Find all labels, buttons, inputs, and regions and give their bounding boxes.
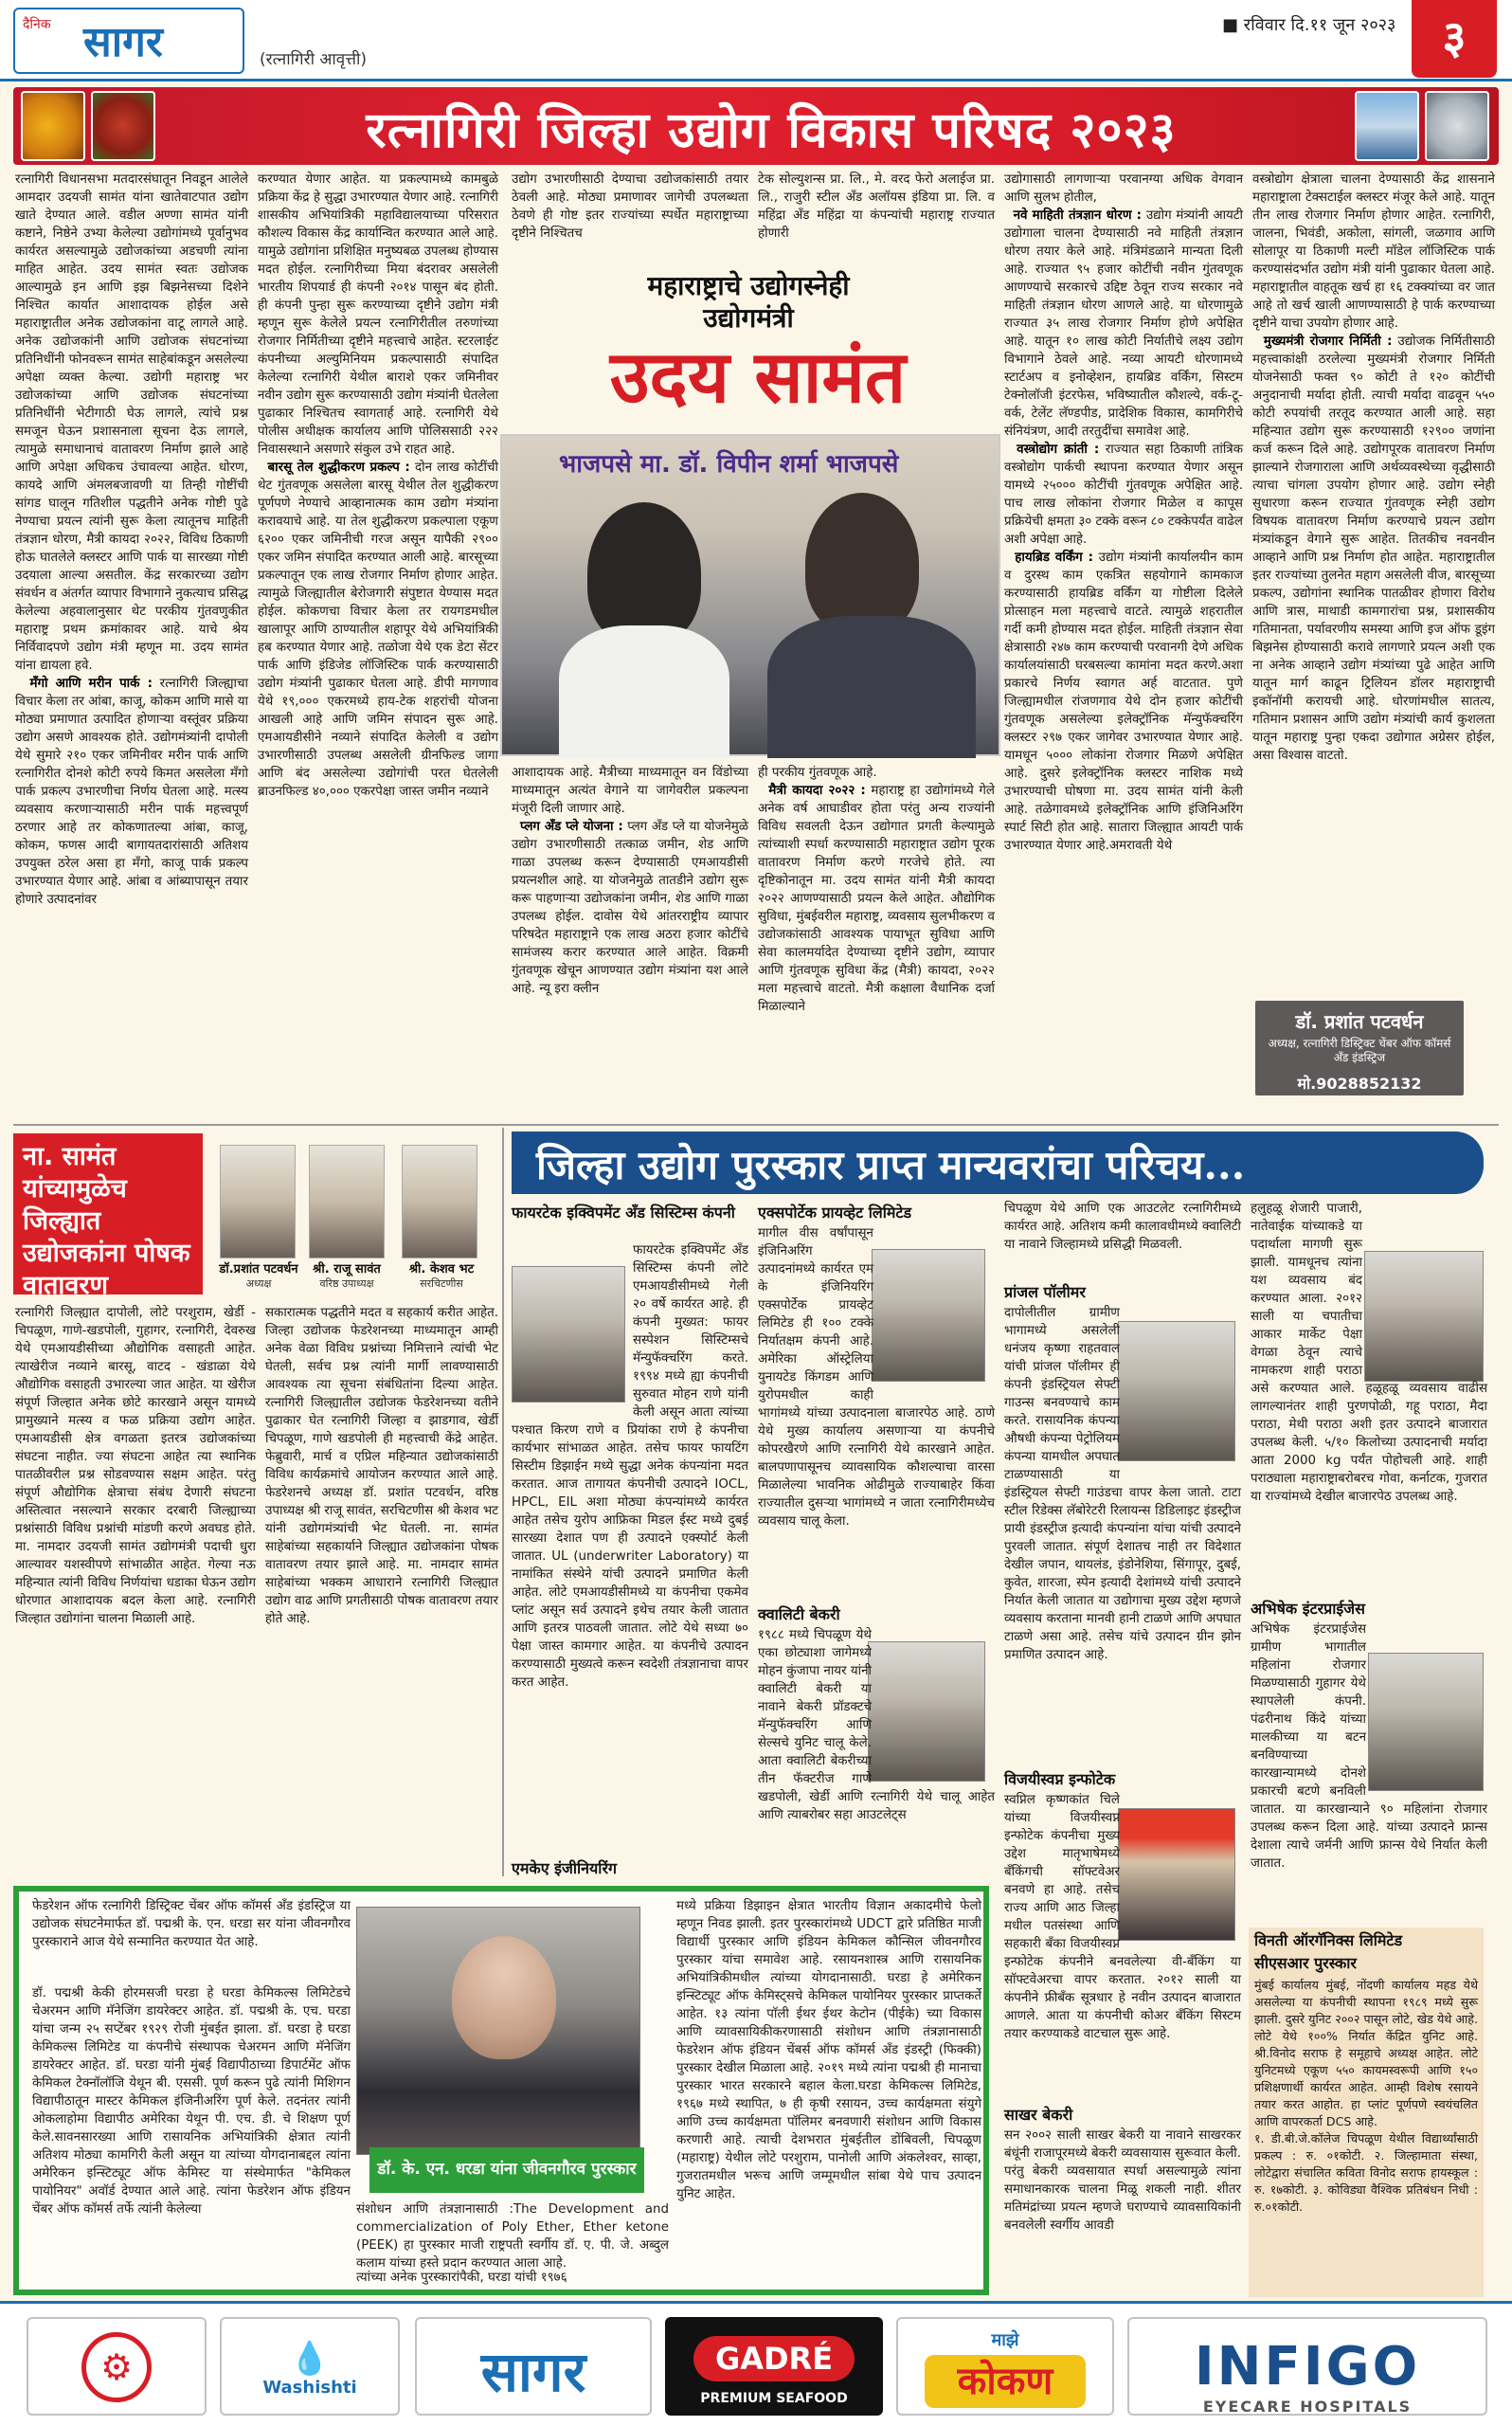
hal-photo-spacer — [1362, 1200, 1487, 1380]
dharda-research — [356, 2200, 669, 2271]
infigo-text: INFIGO — [1194, 2336, 1421, 2398]
quality-bakery-heading: क्वालिटी बेकरी — [758, 1605, 840, 1623]
gadre-text: GADRÉ — [693, 2336, 855, 2381]
sakhar-column — [1004, 2127, 1241, 2295]
article-column-2 — [258, 171, 498, 1118]
quality-bakery-column — [758, 1626, 995, 1882]
kokan-text: कोकण — [925, 2355, 1086, 2408]
mango-image — [21, 91, 85, 161]
column-5b-text: उद्योग मंत्र्यांनी आयटी उद्योगाला चालना देण्यासाठी नवे माहिती तंत्रज्ञान धोरण तयार केले आहे. मंत्रिमंडळाने मान्यता दिली आहे. राज्यात ९५ हजार कोटींची नवीन गुंतवणूक आणण्याचे सरकारचे उद्दिष्ट ठेवून राज्य सरकार नवे माहिती तंत्रज्ञान धोरण आणले आहे. या धोरणामुळे राज्यात ३५ लाख रोजगार निर्माण होणे अपेक्षित आहे. यातून १० लाख कोटी निर्यातीचे लक्ष्य उद्योग विभागाने ठेवले आहे. नव्या आयटी धोरणामध्ये स्टार्टअप व इनोव्हेशन, हायब्रिड वर्किंग, सिस्टम टेक्नोलॉजी इंटरफेस, भविष्यातील कौशल्ये, वर्क-टू-वर्क, टेलेंट लॅण्डपीड, प्रादेशिक विकास, कामगिरीचे संनियंत्रण, आदी तरतुदींचा समावेश आहे. — [1004, 208, 1244, 439]
feature-name: उदय सामंत — [609, 335, 907, 419]
quality-continued-text: चिपळूण येथे आणि एक आउटलेट रत्नागिरीमध्ये कार्यरत आहे. अतिशय कमी कालावधीमध्ये क्वालिटी या नावाने जिल्हामध्ये प्रसिद्धी मिळवली. — [1004, 1202, 1241, 1252]
washishti-text: Washishti — [262, 2378, 357, 2398]
person-3-name: श्री. केशव भट — [408, 1262, 475, 1276]
edition-label: (रत्नागिरी आवृत्ती) — [260, 50, 367, 69]
sponsor-logo-sagar[interactable] — [415, 2317, 652, 2416]
column-5d-text: उद्योग मंत्र्यांनी कार्यालयीन काम व दुरस्थ काम एकत्रित सहयोगाने कामकाज करण्यासाठी हायब्रिड वर्किंग या गोष्टीला दिलेले प्रोत्साहन मला महत्त्वाचे वाटते. त्यामुळे शहरातील गर्दी कमी होण्यास मदत होईल. माहिती तंत्रज्ञान सेवा क्षेत्रासाठी २४७ काम करण्याची परवानगी देणे अधिक कार्यालयांसाठी घरबसल्या कामांना मदत करणे.अशा प्रकारचे निर्णय स्वागत अर्ह वाटतात. पुणे जिल्ह्यामधील रांजणगाव येथे दोन हजार कोटींची गुंतवणूक असलेल्या इलेक्ट्रॉनिक मॅन्युफॅक्चरिंग क्लस्टर २९७ एकर जागेवर उभारण्यात येणार आहे. यामधून ५००० लोकांना रोजगार मिळणे अपेक्षित आहे. दुसरे इलेक्ट्रॉनिक क्लस्टर नाशिक मध्ये उभारण्याची घोषणा मा. उदय सामंत यांनी केली आहे. तळेगावमध्ये इलेक्ट्रॉनिक आणि इंजिनिअरिंग स्पार्ट सिटी होत आहे. सातारा जिल्ह्यात आयटी पार्क उभारण्यात येणार आहे.अमरावती येथे — [1004, 551, 1243, 853]
awards-title: जिल्हा उद्योग पुरस्कार प्राप्त मान्यवरांचा परिचय... — [536, 1142, 1246, 1188]
sakhar-text: सन २००२ साली साखर बेकरी या नावाने साखरकर बंधूंनी राजापूरमध्ये बेकरी व्यवसायास सुरूवात केली. परंतु बेकरी व्यवसायात स्पर्धा असल्यामुळे त्यांना समाधानकारक चालना मिळू शकली नाही. शीतर मतिमंद्रांच्या प्रयत्न म्हणजे घराण्याचे व्यावसायिकांनी बनवलेली स्वर्गीय आवडी — [1004, 2128, 1241, 2233]
quality-continued — [1004, 1200, 1241, 1281]
vijayswapna-heading: विजयीस्वप्न इन्फोटेक — [1004, 1770, 1116, 1788]
column-2b-text: दोन लाख कोटींची थेट गुंतवणूक असलेला बारसू येथील तेल शुद्धीकरण पूर्णपणे नेण्याचे आव्हानात्मक काम उद्योग मंत्र्यांना करावयाचे आहे. या तेल शुद्धीकरण प्रकल्पाला एकूण ६२०० एकर जमिनीची गरज असून यापैकी २९०० एकर जमिन संपादित करण्यात आली आहे. बारसूच्या प्रकल्पातून एक लाख रोजगार निर्माण होणार आहेत. त्यामुळे जिल्ह्यातील बेरोजगारी संपुष्टात येण्यास मदत होईल. कोकणचा विचार केला तर रायगडमधील खालापूर आणि ठाण्यातील शहापूर येथे अभियांत्रिकी हब करण्यात येणार आहे. तळोजा येथे एक डेटा सेंटर पार्क आणि इंडिजेड लॉजिस्टिक पार्क करण्यासाठी उद्योग मंत्र्यांनी पुढाकार घेतला आहे. डीपी मागणाव येथे १९,००० एकरमध्ये हाय-टेक शहरांची योजना आखली आहे आणि जमिन संपादन सुरू आहे. एमआयडीसीने नव्याने संपादित केलेली व उद्योग उभारणीसाठी उपलब्ध असलेली ग्रीनफिल्ड जागा आणि बंद असलेल्या उद्योगांची परत घेतलेली ब्राउनफिल्ड ४०,००० एकरपेक्षा जास्त जमीन नव्याने — [258, 461, 498, 799]
firetech-text: फायरटेक इक्विपमेंट अँड सिस्टिम्स कंपनी लोटे एमआयडीसीमध्ये गेली २० वर्षे कार्यरत आहे. ही कंपनी मुख्यत: फायर सस्पेशन सिस्टिम्सचे मॅन्युफॅक्चरिंग करते. १९९४ मध्ये ह्या कंपनीची सुरुवात मोहन राणे यांनी केली असून आता त्यांच्या पश्चात किरण राणे व प्रियांका राणे हे कंपनीचा कार्यभार सांभाळत आहेत. तसेच फायर फायटिंग सिस्टीम डिझाईन मध्ये सुद्धा अनेक कंपन्यांना मदत करतात. आज तागायत कंपनीची उत्पादने IOCL, HPCL, EIL अशा मोठ्या कंपन्यांमध्ये कार्यरत आहेत तसेच युरोप आफ्रिका मिडल ईस्ट मध्ये दुबई सारख्या देशात पण ही उत्पादने एक्स्पोर्ट केली जातात. UL (underwriter Laboratory) या नामांकित संस्थेने यांची उत्पादने प्रमाणित केली आहेत. लोटे एमआयडीसीमध्ये या कंपनीचा एकमेव प्लांट असून सर्व उत्पादने इथेच तयार केली जातात आणि इतरत्र पाठवली जातात. लोटे येथे सध्या ७० पेक्षा जास्त कामगार आहेत. या कंपनीचे उत्पादन करण्यासाठी मुख्यत्वे करून स्वदेशी तंत्रज्ञानाचा वापर करत आहेत. — [512, 1243, 748, 1690]
feature-subtitle — [512, 270, 985, 335]
sponsor-logo-1[interactable] — [27, 2317, 207, 2416]
column-5-text: उद्योगासाठी लागणाऱ्या परवानग्या अधिक वेगवान आणि सुलभ होतील, — [1004, 172, 1243, 205]
banner-title: रत्नागिरी जिल्हा उद्योग विकास परिषद २०२३ — [366, 101, 1177, 159]
person-photo-3 — [402, 1145, 477, 1258]
person-shirt — [559, 625, 729, 758]
vijayswapna-column — [1004, 1791, 1241, 2104]
column-4-text: टेक सोल्युशन्स प्रा. लि., मे. वरद फेरो अलाईज प्रा. लि., राजुरी स्टील अँड अलॉयस इंडिया प्रा. लि. व महिंद्रा अँड महिंद्रा या कंपन्यांची महाराष्ट्र राज्यात होणारी — [758, 172, 995, 241]
samant-heading-box — [13, 1133, 203, 1300]
sponsor-logo-kokan[interactable] — [896, 2317, 1114, 2416]
vinati-text: मुंबई कार्यालय मुंबई, नोंदणी कार्यालय महड येथे असलेल्या या कंपनीची स्थापना १९८९ मध्ये सुरू झाली. दुसरे युनिट २००२ पासून लोटे, खेड येथे आहे. लोटे येथे १००% निर्यात केंद्रित युनिट आहे. श्री.विनोद सराफ हे समूहाचे अध्यक्ष आहेत. लोटे युनिटमध्ये एकूण ५५० कायमस्वरूपी आणि १५० प्रशिक्षणार्थी कार्यरत आहेत. आम्ही विशेष रसायने तयार करत आहोत. हा प्लांट पूर्णपणे स्वयंचलित आणि वापरकर्ता DCS आहे. — [1254, 1978, 1478, 2128]
column-1-text: रत्नागिरी विधानसभा मतदारसंघातून निवडून आलेले आमदार उदयजी सामंत यांना खातेवाटपात उद्योग खाते देण्यात आले. वडील अण्णा सामंत यांनी कष्टाने, निष्ठेने उभ्या केलेल्या उद्योगांमध्ये पूर्वानुभव कार्यरत असल्यामुळे उद्योजकांच्या अडचणी त्यांना माहित आहेत. उदय सामंत स्वतः उद्योजक आल्यामुळे इन आणि इझ बिझनेसच्या दिशेने निश्चित कार्यात आशादायक होईल असे महाराष्ट्रातील अनेक उद्योजकांना वाटू लागले आहे. अनेक उद्योजकांनी आणि उद्योजक संघटनांच्या प्रतिनिधींनी फोनवरून सामंत साहेबांकडून असलेल्या अपेक्षा व्यक्त केल्या. उद्योगी महाराष्ट्र भर उद्योजकांच्या आणि उद्योजक संघटनांच्या प्रतिनिधींनी भेटीगाठी घेऊ लागले, त्यांचे प्रश्न समजून घेऊन प्रशासनाला सूचना देऊ लागले, त्यामुळे समाधानाचं वातावरण निर्माण झाले आहे आणि अपेक्षा अधिकच उंचावल्या आहेत. धोरण, कायदे आणि अंमलबजावणी या तिन्ही गोष्टींची सांगड घालून गतिशील पद्धतीने अनेक गोष्टी पुढे नेण्याचा प्रयत्न त्यांनी सुरू केला त्यातूनच माहिती तंत्रज्ञान धोरण, मैत्री कायदा २०२२, विविध ठिकाणी होऊ घातलेले क्लस्टर आणि पार्क या सारख्या गोष्टी उदयाला आल्या असतील. केंद्र सरकारच्या उद्योग संवर्धन व अंतर्गत व्यापार विभागाने नुकत्याच प्रसिद्ध केलेल्या अहवालानुसार थेट परकीय गुंतवणुकीत महाराष्ट्र प्रथम क्रमांकावर आहे. याचे श्रेय निर्विवादपणे उद्योग मंत्री म्हणून मा. उदय सामंत यांना द्यायला हवे. — [15, 172, 248, 673]
firetech-heading: फायरटेक इक्विपमेंट अँड सिस्टिम्स कंपनी — [512, 1204, 735, 1222]
pranjal-photo-spacer — [1120, 1304, 1241, 1467]
vinati-heading: विनती ऑरगॅनिक्स लिमिटेड — [1254, 1931, 1403, 1949]
pranjal-text: दापोलीतील ग्रामीण भागामध्ये असलेली धनंजय कृष्णा राहतवाल यांची प्रांजल पॉलीमर ही कंपनी इंडस्ट्रियल सेफ्टी गाउन्स बनवण्याचे काम करते. रासायनिक कंपन्या औषधी कंपन्या पेट्रोलियम कंपन्या यामधील अपघात टाळण्यासाठी या इंडस्ट्रियल सेफ्टी गाउंडचा वापर केला जातो. टाटा स्टील रिडेक्स लॅबोरेटरी रिलायन्स डिडिलाइट इंडस्ट्रीज प्रायी इंडस्ट्रीज इत्यादी कंपन्यांना यांचा यांची उत्पादने पुरवली जातात. संपूर्ण देशातच नाही तर विदेशात देखील जपान, थायलंड, इंडोनेशिया, सिंगापूर, दुबई, कुवेत, शारजा, स्पेन इत्यादी देशांमध्ये यांची उत्पादने निर्यात केली जातात या उद्योगाचा मुख्य उद्देश म्हणजे व्यवसाय करताना मानवी हानी टाळणे आणि अपघात टाळणे असा आहे. तसेच यांचे उत्पादन ग्रीन झोन प्रमाणित उत्पादन आहे. — [1004, 1306, 1241, 1662]
abhishek-text: अभिषेक इंटरप्राईजेस ग्रामीण भागातील महिलांना रोजगार मिळण्यासाठी गुहागर येथे स्थापलेली कंपनी. पंढरीनाथ किंदे यांच्या मालकीच्या या बटन बनविण्याच्या कारखान्यामध्ये दोनशे प्रकारची बटणे बनविली जातात. या कारखान्याने ९० महिलांना रोजगार उपलब्ध करून दिला आहे. यांच्या उत्पादने फ्रान्स देशाला त्याचे जर्मनी आणि फ्रान्स येथे निर्यात केली जातात. — [1251, 1622, 1487, 1871]
person-3-role: सरचिटणीस — [420, 1277, 463, 1290]
fish-image — [1425, 91, 1489, 161]
feature-photo[interactable] — [500, 434, 1000, 756]
lifetime-award-box — [13, 1886, 989, 2295]
person-2-role: वरिष्ठ उपाध्यक्ष — [319, 1277, 374, 1290]
column-6b-text: उद्योजक निर्मितीसाठी महत्त्वाकांक्षी ठरलेल्या मुख्यमंत्री रोजगार निर्मिती योजनेसाठी फक्त ९० कोटी ते १२० कोटींची अनुदानाची मर्यादा होती. त्याची मर्यादा वाढवून ५५० कोटी रुपयांची तरतूद करण्यात आली आहे. सहा महिन्यात उद्योग सुरू करण्यासाठी १२९०० जणांना कर्ज करून दिले आहे. उद्योगपूरक वातावरण निर्माण झाल्याने रोजगाराला आणि अर्थव्यवस्थेच्या वृद्धीसाठी त्याचा चांगला उपयोग होणार आहे. उद्योग स्नेही सुधारणा करून राज्यात गुंतवणूक स्नेही उद्योग विषयक वातावरण निर्माण करण्याचे प्रयत्न उद्योग मंत्र्यांकडून वेगाने सुरू आहेत. तितकीच नवनवीन आव्हाने आणि प्रश्न निर्माण होत आहेत. महाराष्ट्रातील इतर राज्यांच्या तुलनेत महाग असलेली वीज, बारसूच्या प्रकल्प, उद्योगांना स्थानिक पातळीवर होणारा विरोध आणि त्रास, माथाडी कामगारांचा प्रश्न, प्रशासकीय गतिमानता, पर्यावरणीय समस्या आणि इज ऑफ डूइंग बिझनेस होण्यासाठी करावे लागणारे प्रयत्न अशी एक ना अनेक आव्हाने उद्योग मंत्र्यांच्या पुढे आहेत आणि यातून मार्ग काढून ट्रिलियन डॉलर महाराष्ट्राची इकॉनॉमी करायची आहे. धोरणांमधील सातत्य, गतिमान प्रशासन आणि उद्योग मंत्र्यांची कार्य कुशलता यातून महाराष्ट्र पुन्हा एकदा उद्योगात अग्रेसर होईल, असा विश्वास वाटतो. — [1252, 335, 1495, 763]
author-phone: मो.9028852132 — [1297, 1075, 1422, 1093]
person-silhouette-2 — [805, 493, 919, 635]
sponsor-logo-washishti[interactable] — [220, 2317, 400, 2416]
fruit-image — [91, 91, 155, 161]
lower-left-text-2: सकारात्मक पद्धतीने मदत व सहकार्य करीत आहेत. जिल्हा उद्योजक फेडरेशनच्या माध्यमातून आम्ही अनेक वेळा विविध प्रश्नांच्या निमित्ताने त्यांची भेट घेतली, सर्वच प्रश्न त्यांनी मार्गी लावण्यासाठी आवश्यक त्या सूचना संबंधितांना दिल्या आहेत. रत्नागिरी जिल्ह्यातील उद्योजक फेडरेशनच्या वतीने पुढाकार घेत रत्नागिरी जिल्हा व झाडगाव, खेर्डी चिपळूण, गाणे खडपोली ही महत्त्वाची केंद्रे आहेत. फेब्रुवारी, मार्च व एप्रिल महिन्यात उद्योजकांसाठी विविध कार्यक्रमांचे आयोजन करण्यात आले आहे. फेडरेशनचे अध्यक्ष डॉ. प्रशांत पटवर्धन, वरिष्ठ उपाध्यक्ष श्री राजू सावंत, सरचिटणीस श्री केशव भट यांनी उद्योगमंत्र्यांची भेट घेतली. ना. सामंत साहेबांच्या सहकार्याने जिल्ह्यात उद्योजकांना पोषक वातावरण तयार झाले आहे. मा. नामदार सामंत साहेबांच्या भक्कम आधाराने रत्नागिरी जिल्ह्यात उद्योग वाढ आणि प्रगतीसाठी पोषक वातावरण तयार होते आहे. — [265, 1306, 498, 1626]
article-column-6 — [1252, 171, 1495, 995]
newspaper-logo[interactable] — [13, 8, 244, 74]
person-photo-2 — [309, 1145, 385, 1258]
page-number: ३ — [1412, 0, 1497, 78]
dharda-photo — [356, 1907, 640, 2155]
industry-image — [1355, 91, 1419, 161]
exportech-photo-spacer — [873, 1224, 995, 1387]
textile-heading: वस्त्रोद्योग क्रांती : — [1017, 443, 1100, 457]
lower-left-column-2 — [265, 1304, 498, 1876]
person-caption-3 — [394, 1262, 489, 1291]
feature-subtitle-line2: उद्योगमंत्री — [703, 302, 794, 334]
sagar-text: सागर — [480, 2340, 586, 2404]
quality-bakery-text: १९८८ मध्ये चिपळूण येथे एका छोट्याशा जागेमध्ये मोहन कुंजापा नायर यांनी क्वालिटी बेकरी या नावाने बेकरी प्रॉडक्टचे मॅन्युफॅक्चरिंग आणि सेल्सचे युनिट चालू केले. आता क्वालिटी बेकरीच्या तीन फॅक्टरीज गाणे खडपोली, खेर्डी आणि रत्नागिरी येथे चालू आहेत आणि त्याबरोबर सहा आउटलेट्स — [758, 1628, 995, 1822]
dharda-intro — [32, 1897, 351, 1992]
dharda-caption: डॉ. के. एन. धरडा यांना जीवनगौरव पुरस्कार — [369, 2147, 644, 2193]
sakhar-heading: साखर बेकरी — [1004, 2106, 1073, 2124]
gadre-sub: PREMIUM SEAFOOD — [700, 2391, 848, 2406]
infigo-sub: EYECARE HOSPITALS — [1202, 2398, 1413, 2416]
logo-small-text: दैनिक — [23, 17, 51, 32]
article-column-4-top — [758, 171, 995, 265]
exportech-heading: एक्सपोर्टेक प्रायव्हेट लिमिटेड — [758, 1204, 912, 1222]
article-column-5 — [1004, 171, 1243, 1118]
firetech-photo-spacer — [512, 1241, 633, 1404]
hal-column — [1251, 1200, 1487, 1598]
exportech-text: मागील वीस वर्षांपासून इंजिनिअरिंग उत्पादनांमध्ये कार्यरत एम के इंजिनियरिंग एक्सपोर्टेक प्रायव्हेट लिमिटेड ही १०० टक्के निर्यातक्षम कंपनी आहे. अमेरिका ऑस्ट्रेलिया युनायटेड किंगडम आणि युरोपमधील काही भागांमध्ये यांच्या उत्पादनाला बाजारपेठ आहे. ठाणे येथे मुख्य कार्यालय असणाऱ्या या कंपनीचे कोपरखैरणे आणि रत्नागिरी येथे कारखाने आहेत. बालपणापासूनच व्यावसायिक कौशल्याचा वारसा मिळालेल्या भावनिक ओढीमुळे राज्याबाहेर किंवा राज्यातील दुसऱ्या भागांमध्ये न जाता रत्नागिरीमध्येच व्यवसाय चालू केला. — [758, 1226, 995, 1529]
vijayswapna-text: स्वप्निल कृष्णकांत चिले यांच्या विजयीस्वप्न इन्फोटेक कंपनीचा मुख्य उद्देश मातृभाषेमध्ये बँकिंगची सॉफ्टवेअर बनवणे हा आहे. तसेच राज्य आणि आठ जिल्हा मधील पतसंस्था आणि सहकारी बँका विजयीस्वप्न इन्फोटेक कंपनीने बनवलेल्या वी-बँकिंग या सॉफ्टवेअरचा वापर करतात. २०१२ साली या कंपनीने फ्रीबँक सूत्रधार हे नवीन उत्पादन बाजारात आणले. आता या कंपनीची कोअर बँकिंग सिस्टम तयार करण्याकडे वाटचाल सुरू आहे. — [1004, 1793, 1241, 2041]
lower-left-text-1: रत्नागिरी जिल्ह्यात दापोली, लोटे परशुराम, खेर्डी - चिपळूण, गाणे-खडपोली, गुहागर, रत्नागिरी, देवरुख येथे एमआयडीसीच्या औद्योगिक वसाहती आहेत. त्याखेरीज नव्याने बारसू, वाटद - खंडाळा येथे औद्योगिक वसाहती उभारल्या जात आहेत. या खेरीज संपूर्ण जिल्हात अनेक छोटे कारखाने असून यामध्ये प्रामुख्याने मत्स्य व फळ प्रक्रिया उद्योग आहेत. एमआयडीसी क्षेत्र वगळता इतरत्र उद्योजकांच्या संघटना नाहीत. ज्या संघटना आहेत त्या स्थानिक पातळीवरील प्रश्न सोडवण्यास सक्षम आहेत. परंतु संपूर्ण औद्योगिक क्षेत्राचा संबंध देणारी संघटना अस्तित्वात नसल्याने सरकार दरबारी जिल्ह्याच्या प्रश्नांसाठी विविध प्रश्नांची मांडणी करणे अवघड होते. मा. नामदार उदयजी सामंत उद्योगमंत्री पदाची धुरा आल्यावर यशस्वीपणे सांभाळीत आहेत. गेल्या नऊ महिन्यात त्यांनी विविध निर्णयांचा धडाका घेऊन उद्योग धोरणात आशादायक बदल केला आहे. रत्नागिरी जिल्हात उद्योगांना चालना मिळाली आहे. — [15, 1306, 256, 1626]
seal-icon: ⚙ — [81, 2332, 152, 2402]
hal-text: हलुहळू शेजारी पाजारी, नातेवाईक यांच्याकडे या पदार्थाला मागणी सुरू झाली. यामधूनच त्यांना यश व्यवसाय बंद करण्यात आला. २०१२ साली या चपातीचा आकार मार्केट पेक्षा वेगळा ठेवून त्याचे नामकरण शाही पराठा असे करण्यात आले. हळूहळू व्यवसाय वाढीस लागल्यानंतर शाही पुरणपोळी, गहू पराठा, मैदा पराठा, मेथी पराठा अशी इतर उत्पादने बाजारात उपलब्ध केली. ५/१० किलोच्या उत्पादनाची मर्यादा आता 2000 kg पर्यंत पोहोचली आहे. शाही पराठ्याला महाराष्ट्राबरोबरच गोवा, कर्नाटक, गुजरात या राज्यांमध्ये देखील बाजारपेठ उपलब्ध आहे. — [1251, 1202, 1487, 1504]
section-divider — [13, 1124, 1499, 1126]
cm-employment-heading: मुख्यमंत्री रोजगार निर्मिती : — [1263, 335, 1393, 349]
vinati-subheading: सीएसआर पुरस्कार — [1254, 1954, 1357, 1972]
samant-heading: ना. सामंत यांच्यामुळेच जिल्ह्यात उद्योजकांना पोषक वातावरण — [23, 1142, 190, 1300]
article-column-3-top — [512, 171, 748, 265]
photo-banner-text: भाजपसे मा. डॉ. विपीन शर्मा भाजपसे — [559, 450, 899, 479]
person-1-role: अध्यक्ष — [245, 1277, 272, 1290]
article-column-4 — [758, 764, 995, 1124]
mka-heading: एमकेए इंजीनियरिंग — [512, 1859, 617, 1877]
dateline: ■ रविवार दि.११ जून २०२३ — [1222, 15, 1396, 35]
hybrid-heading: हायब्रिड वर्किंग : — [1015, 551, 1094, 565]
maitri-heading: मैत्री कायदा २०२२ : — [768, 784, 866, 798]
awards-header — [512, 1132, 1484, 1194]
abhishek-column — [1251, 1620, 1487, 1922]
sponsor-logo-gadre[interactable] — [665, 2317, 883, 2416]
firetech-column — [512, 1241, 748, 1861]
vertical-divider — [502, 1128, 504, 1876]
dharda-right — [676, 1897, 981, 2288]
column-1b-text: रत्नागिरी जिल्ह्याचा विचार केला तर आंबा, काजू, कोकम आणि मासे या मोठ्या प्रमाणात उत्पादित होणाऱ्या वस्तूंवर प्रक्रिया उद्योग असणे आवश्यक होते. उद्योगमंत्र्यांनी दापोली येथे सुमारे २१० एकर जमिनीवर मरीन पार्क आणि रत्नागिरीत दोनशे कोटी रुपये किमत असलेला मँगो पार्क प्रकल्प उभारणीचा निर्णय घेतला आहे. मत्स्य व्यवसाय करणाऱ्यासाठी मरीन पार्क महत्त्वपूर्ण ठरणार आहे तर कोकणातल्या आंबा, काजू, कोकम, फणस आदी बागायतदारांसाठी अतिशय उपयुक्त ठरेल असा हा मँगो, काजू पार्क प्रकल्प उभारण्यात येणार आहे. आंबा व आंब्यापासून तयार होणारे उत्पादनांवर — [15, 677, 248, 907]
column-4b-text: महाराष्ट्र हा उद्योगांमध्ये गेले अनेक वर्ष आघाडीवर होता परंतु अन्य राज्यांनी विविध सवलती देऊन उद्योगात प्रगती केल्यामुळे त्यांच्याशी स्पर्धा करण्यासाठी महाराष्ट्रात उद्योग पूरक वातावरण निर्माण करणे गरजेचे होते. त्या दृष्टिकोनातून मा. उदय सामंत यांनी मैत्री कायदा २०२२ आणण्यासाठी प्रयत्न केले आहेत. औद्योगिक सुविधा, मुंबईवरील महाराष्ट्र, व्यवसाय सुलभीकरण व उद्योजकांसाठी आवश्यक पायाभूत सुविधा आणि सेवा कालमर्यादेत देण्याच्या दृष्टीने उद्योग, व्यापार आणि गुंतवणूक सुविधा केंद्र (मैत्री) कायदा, २०२२ मला महत्त्वाचे वाटतो. मैत्री कक्षाला वैधानिक दर्जा मिळाल्याने — [758, 784, 996, 1014]
kokan-sub: माझे — [991, 2330, 1019, 2350]
it-policy-heading: नवे माहिती तंत्रज्ञान धोरण : — [1013, 208, 1143, 223]
sponsor-footer — [0, 2301, 1512, 2426]
drop-icon: 💧 — [289, 2340, 331, 2378]
quality-bakery-photo-spacer — [872, 1626, 995, 1785]
mango-marine-heading: मँगो आणि मरीन पार्क : — [29, 677, 153, 691]
dharda-body — [32, 1984, 351, 2288]
plug-play-heading: प्लग अँड प्ले योजना : — [519, 820, 623, 834]
person-2-name: श्री. राजू सावंत — [313, 1262, 381, 1276]
article-column-1 — [15, 171, 248, 1118]
person-caption-1 — [207, 1262, 311, 1291]
masthead — [0, 0, 1512, 81]
vijayswapna-photo-spacer — [1120, 1791, 1241, 1946]
column-5c-text: राज्यात सहा ठिकाणी तांत्रिक वस्त्रोद्योग पार्कची स्थापना करण्यात येणार असून यामध्ये २५००० कोटींची गुंतवणूक अपेक्षित आहे. पाच लाख लोकांना रोजगार मिळेल व कापूस प्रक्रियेची क्षमता ३० टक्के वरून ८० टक्केपर्यंत वाढेल अशी अपेक्षा आहे. — [1004, 443, 1243, 547]
author-box — [1255, 1001, 1464, 1095]
person-silhouette — [587, 502, 701, 644]
pranjal-heading: प्रांजल पॉलीमर — [1004, 1283, 1086, 1301]
feature-subtitle-line1: महाराष्ट्राचे उद्योगस्नेही — [647, 270, 850, 301]
column-3-low-text: आशादायक आहे. मैत्रीच्या माध्यमातून वन विंडोच्या माध्यमातून अत्यंत वेगाने या जागेवरील प्रकल्पना मंजूरी दिली जाणार आहे. — [512, 766, 748, 816]
pranjal-column — [1004, 1304, 1241, 1766]
dharda-face — [452, 1936, 556, 2059]
dharda-awards-line — [356, 2269, 669, 2290]
vinati-list: १. डी.बी.जे.कॉलेज चिपळूण येथील विद्यार्थ्यांसाठी प्रकल्प : रु. ०१कोटी. २. जिल्हामाता संस्था, लोटेद्वारा संचालित कविता विनोद सराफ हायस्कूल : रु. १७कोटी. ३. कोविड्या वैश्विक प्रतिबंधन निधी : रु.०१कोटी. — [1254, 2131, 1478, 2214]
abhishek-photo-spacer — [1366, 1620, 1487, 1797]
headline-banner — [13, 87, 1499, 165]
vinati-column — [1254, 1977, 1478, 2293]
barsu-heading: बारसू तेल शुद्धीकरण प्रकल्प : — [267, 461, 410, 475]
column-3-text: उद्योग उभारणीसाठी देण्याचा उद्योजकांसाठी तयार ठेवली आहे. मोठ्या प्रमाणावर जागेची उपलब्धता ठेवणे ही गोष्ट इतर राज्यांच्या स्पर्धेत महाराष्ट्राच्या दृष्टीने निश्चितच — [512, 172, 748, 241]
abhishek-heading: अभिषेक इंटरप्राईजेस — [1251, 1600, 1365, 1618]
lower-left-column-1 — [15, 1304, 256, 1876]
column-2-text: करण्यात येणार आहेत. या प्रकल्पामध्ये कामबुळे प्रक्रिया केंद्र हे सुद्धा उभारण्यात येणार आहे. रत्नागिरी शासकीय अभियांत्रिकी महाविद्यालयाच्या परिसरात कौशल्य विकास केंद्र कार्यान्वित करण्यात आले आहे. यामुळे उद्योगांना प्रशिक्षित मनुष्यबळ उपलब्ध होण्यास मदत होईल. रत्नागिरीच्या मिया बंदरावर असलेली भारतीय शिपयार्ड ही कंपनी २०१४ पासून बंद होती. ही कंपनी पुन्हा सुरू करण्याच्या दृष्टीने उद्योग मंत्री म्हणून सुरू केलेले प्रयत्न रत्नागिरीतील तरुणांच्या रोजगार निर्मितीच्या दृष्टीने महत्त्वाचे आहेत. स्टरलाईट कंपनीच्या अल्युमिनियम प्रकल्पासाठी संपादित केलेल्या रत्नागिरी येथील बाराशे एकर जमिनीवर नवीन उद्योग सुरू करण्यासाठी उद्योग मंत्र्यांनी घेतलेला पुढाकार निश्चितच स्वागतार्ह आहे. रत्नागिरी येथे पोलीस अधीक्षक कार्यालय आणि पोलिससाठी २२२ निवासस्थाने असणारे संकुल उभे राहत आहे. — [258, 172, 498, 457]
person-photo-1 — [220, 1145, 296, 1258]
author-name: डॉ. प्रशांत पटवर्धन — [1295, 1010, 1424, 1033]
person-jacket — [767, 616, 976, 758]
sponsor-logo-infigo[interactable] — [1127, 2317, 1487, 2416]
dharda-research-text: संशोधन आणि तंत्रज्ञानासाठी :The Development and commercialization of Poly Ether, Ether ketone (PEEK) हा पुरस्कार माजी राष्ट्रपती स्वर्गीय डॉ. ए. पी. जे. अब्दुल कलाम यांच्या हस्ते प्रदान करण्यात आला आहे. — [356, 2202, 669, 2271]
vinati-box — [1249, 1928, 1484, 2297]
article-column-3 — [512, 764, 748, 1124]
person-1-name: डॉ.प्रशांत पटवर्धन — [219, 1262, 298, 1276]
dharda-right-text: मध्ये प्रक्रिया डिझाइन क्षेत्रात भारतीय विज्ञान अकादमीचे फेलो म्हणून निवड झाली. इतर पुरस्कारांमध्ये UDCT द्वारे प्रतिष्ठित माजी विद्यार्थी पुरस्कार आणि इंडियन केमिकल कौन्सिल जीवनगौरव पुरस्कार यांचा समावेश आहे. रसायनशास्त्र आणि रासायनिक अभियांत्रिकीमधील त्यांच्या योगदानासाठी. घरडा हे अमेरिकन इन्स्टिट्यूट ऑफ केमिस्ट्सचे केमिकल पायोनियर पुरस्कार प्राप्तकर्ते आहेत. १३ त्यांना पाॅली ईथर ईथर केटोन (पीईके) च्या विकास आणि व्यावसायिकीकरणासाठी संशोधन आणि तंत्रज्ञानासाठी फेडरेशन ऑफ इंडियन चेंबर्स ऑफ कॉमर्स अँड इंडस्ट्री (फिक्की) पुरस्कार देखील मिळाला आहे. २०१९ मध्ये त्यांना पद्मश्री ही मानाचा पुरस्कार भारत सरकारने बहाल केला.घरडा केमिकल्स लिमिटेड, १९६७ मध्ये स्थापित, ७ ही कृषी रसायन, उच्च कार्यक्षमता संयुगे आणि उच्च कार्यक्षमता पॉलिमर बनवणारी संशोधन आणि विकास करणारी आहे. त्याची देशभरात मुंबईतील डोंबिवली, चिपळूण (महाराष्ट्र) येथील लोटे परशुराम, पानोली आणि अंकलेश्वर, साव्हा, गुजरातमधील भरूच आणि जम्मूमधील सांबा येथे पाच उत्पादन युनिट आहेत. — [676, 1899, 981, 2201]
dharda-body-text: डॉ. पद्मश्री केकी होरमसजी घरडा हे घरडा केमिकल्स लिमिटेडचे चेअरमन आणि मॅनेजिंग डायरेक्टर आहेत. डॉ. पद्मश्री के. एच. घरडा यांचा जन्म २५ सप्टेंबर १९२९ रोजी मुंबईत झाला. डॉ. घरडा हे घरडा केमिकल्स लिमिटेड या कंपनीचे संस्थापक चेअरमन आणि मॅनेजिंग डायरेक्टर आहेत. डॉ. घरडा यांनी मुंबई विद्यापीठाच्या डिपार्टमेंट ऑफ केमिकल टेक्नॉलॉजि येथून बी. एससी. पूर्ण करून पुढे त्यांनी मिशिगन विद्यापीठातून मास्टर केमिकल इंजिनीअरिंग पूर्ण केले. तदनंतर त्यांनी ओकलाहोमा विद्यापीठ अमेरिका येथून पी. एच. डी. चे शिक्षण पूर्ण केले.सावनसारख्या आणि रासायनिक अभियांत्रिकी क्षेत्रात त्यांनी अतिशय मोठ्या कामगिरी केली असून या त्यांच्या योगदानाबद्दल त्यांना अमेरिकन इन्स्टिट्यूट ऑफ केमिस्ट या संस्थेमार्फत "केमिकल पायोनियर" अवॉर्ड देण्यात आले आहे. त्यांना फेडरेशन ऑफ इंडियन चेंबर ऑफ कॉमर्स तर्फे त्यांनी केलेल्या — [32, 1986, 351, 2217]
dharda-awards-line-text: त्यांच्या अनेक पुरस्कारांपैकी, घरडा यांची १९७६ — [356, 2271, 567, 2285]
person-caption-2 — [299, 1262, 394, 1291]
column-4-low-text: ही परकीय गुंतवणूक आहे. — [758, 766, 877, 780]
column-6-text: वस्त्रोद्योग क्षेत्राला चालना देण्यासाठी केंद्र शासनाने महाराष्ट्राला टेक्सटाईल क्लस्टर मंजूर केले आहे. यातून तीन लाख रोजगार निर्माण होणार आहेत. रत्नागिरी, जालना, भिवंडी, अकोला, सांगली, जळगाव आणि सोलापूर या ठिकाणी मल्टी मॉडेल लॉजिस्टिक पार्क करण्यासंदर्भात उद्योग मंत्री यांनी पुढाकार घेतला आहे. महाराष्ट्रातील वाहतूक खर्च हा १६ टक्क्यांच्या वर जात आहे तो खर्च खाली आणण्यासाठी हे पार्क करण्याच्या दृष्टीने याचा उपयोग होणार आहे. — [1252, 172, 1495, 331]
dharda-intro-text: फेडरेशन ऑफ रत्नागिरी डिस्ट्रिक्ट चेंबर ऑफ कॉमर्स अँड इंडस्ट्रिज या उद्योजक संघटनेमार्फत डॉ. पद्मश्री के. एन. धरडा सर यांना जीवनगौरव पुरस्काराने आज येथे सन्मानित करण्यात येत आहे. — [32, 1899, 351, 1949]
exportech-column — [758, 1224, 995, 1603]
column-3b-text: प्लग अँड प्ले या योजनेमुळे उद्योग उभारणीसाठी तत्काळ जमीन, शेड आणि गाळा उपलब्ध करून देण्यासाठी एमआयडीसी प्रयत्नशील आहे. या योजनेमुळे तातडीने उद्योग सुरू करू पाहणाऱ्या उद्योजकांना जमीन, शेड आणि गाळा उपलब्ध होईल. दावोस येथे आंतरराष्ट्रीय व्यापार परिषदेत महाराष्ट्राने एक लाख अठरा हजार कोटींचे सामंजस्य करार करण्यात आले आहेत. विक्रमी गुंतवणूक खेचून आणण्यात उद्योग मंत्र्यांना यश आले आहे. न्यू इरा क्लीन — [512, 820, 748, 996]
logo-text: सागर — [83, 18, 163, 66]
author-role: अध्यक्ष, रत्नागिरी डिस्ट्रिक्ट चेंबर ऑफ कॉमर्स अँड इंडस्ट्रिज — [1268, 1037, 1451, 1064]
